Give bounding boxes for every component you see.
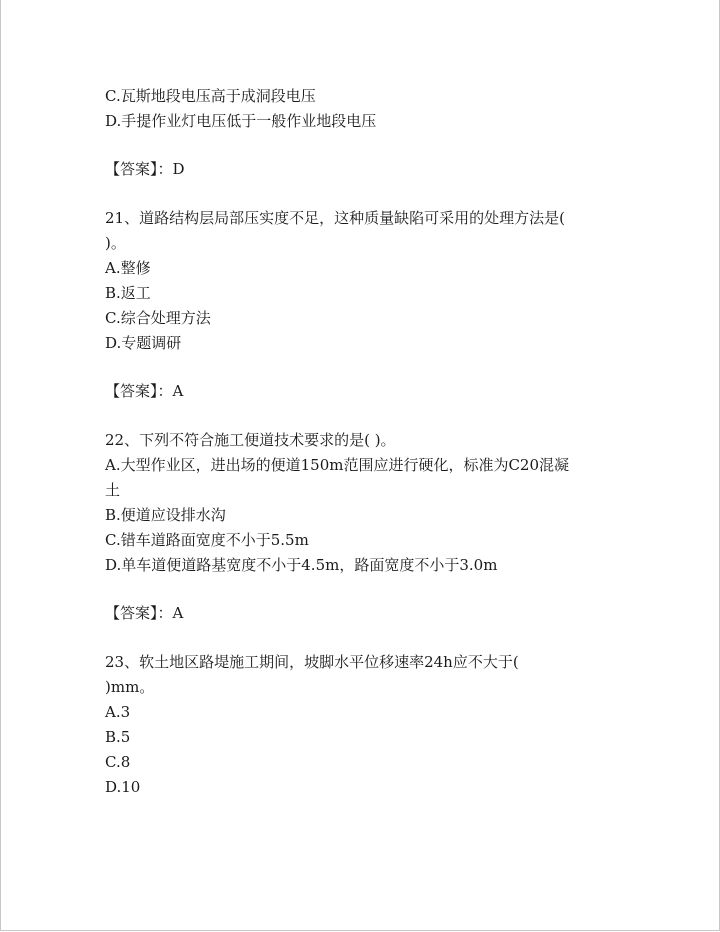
question-stem-line: 23、软土地区路堤施工期间，坡脚水平位移速率24h应不大于( [105,653,519,671]
document-body [105,84,625,800]
prev-question [105,84,625,134]
option-b: B.5 [105,728,131,746]
option-d: D.手提作业灯电压低于一般作业地段电压 [105,112,377,130]
question-stem-line: 21、道路结构层局部压实度不足，这种质量缺陷可采用的处理方法是( [105,209,565,227]
question-21 [105,206,625,356]
question-23 [105,650,625,800]
option-a: A.3 [105,703,131,721]
answer: 【答案】：A [105,604,184,622]
option-c: C.错车道路面宽度不小于5.5m [105,531,309,549]
question-stem-line: 22、下列不符合施工便道技术要求的是( )。 [105,431,396,449]
option-c: C.8 [105,753,131,771]
option-b: B.便道应设排水沟 [105,506,226,524]
option-c: C.瓦斯地段电压高于成洞段电压 [105,87,316,105]
option-c: C.综合处理方法 [105,309,211,327]
answer: 【答案】：A [105,382,184,400]
question-stem-line: )。 [105,234,126,252]
option-b: B.返工 [105,284,151,302]
answer: 【答案】：D [105,160,185,178]
question-stem-line: )mm。 [105,678,155,696]
option-a: A.整修 [105,259,151,277]
option-d: D.10 [105,778,141,796]
option-a-continued: 土 [105,481,121,499]
option-a: A.大型作业区，进出场的便道150m范围应进行硬化，标准为C20混凝 [105,456,570,474]
question-22 [105,428,625,578]
option-d: D.专题调研 [105,334,182,352]
option-d: D.单车道便道路基宽度不小于4.5m，路面宽度不小于3.0m [105,556,498,574]
